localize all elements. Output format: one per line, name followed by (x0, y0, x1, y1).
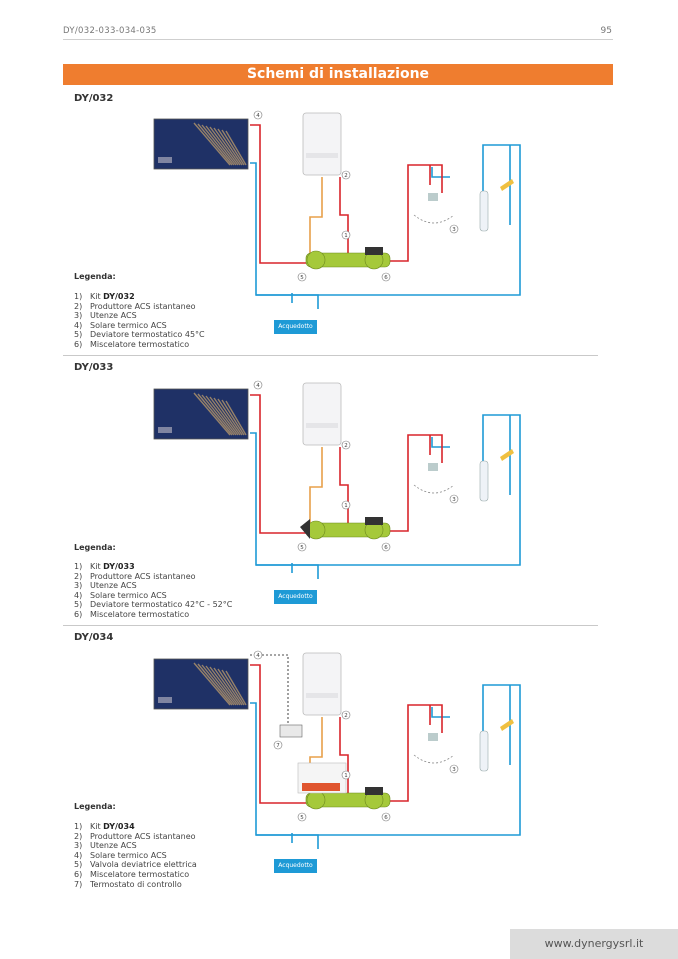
mixer-knob (365, 517, 383, 525)
shower-head (500, 719, 514, 731)
legend-text (90, 610, 189, 620)
solar-panel-plate (158, 157, 172, 163)
hot-pipe (390, 705, 442, 801)
aux-pipe (310, 447, 322, 525)
sink-outline (414, 755, 454, 763)
water-heater-unit (303, 653, 341, 715)
section-divider (63, 355, 598, 356)
legend-kit-code: DY/034 (103, 822, 135, 831)
legend-number: 6) (74, 869, 83, 879)
thermostatic-diverter (307, 251, 325, 269)
shower-head (500, 179, 514, 191)
legend-text-part: Kit (90, 562, 104, 571)
legend-item (74, 822, 197, 832)
legend-item (74, 562, 232, 572)
legend-text-part: Produttore ACS istantaneo (90, 301, 196, 311)
water-heater-panel (306, 693, 338, 698)
callout-number: 5 (300, 815, 304, 821)
solar-panel-plate (158, 697, 172, 703)
legend-item (74, 600, 232, 610)
callout-number: 5 (300, 275, 304, 281)
shower-column (480, 191, 488, 231)
legend-number: 5) (74, 860, 83, 870)
page-number: 95 (600, 26, 612, 36)
legend-number: 2) (74, 301, 83, 311)
header-divider (63, 39, 613, 40)
legend-text-part: Produttore ACS istantaneo (90, 831, 196, 841)
callout-number: 3 (452, 227, 456, 233)
legend-text-part: Kit (90, 822, 104, 831)
thermostatic-diverter (307, 791, 325, 809)
legend-number: 7) (74, 879, 83, 889)
legend-item (74, 860, 197, 870)
hot-pipe (340, 447, 348, 525)
callout-number: 2 (344, 443, 348, 449)
section-title-dy033: DY/033 (74, 362, 114, 373)
legend-item (74, 870, 197, 880)
legend-item (74, 581, 232, 591)
legend-text-part: Solare termico ACS (90, 320, 167, 330)
callout-number: 6 (384, 545, 388, 551)
callout-number: 1 (344, 503, 348, 509)
legend-text (90, 321, 167, 331)
aux-pipe (310, 177, 322, 255)
legend-item (74, 591, 232, 601)
legend-item (74, 340, 205, 350)
callout-number: 4 (256, 653, 260, 659)
legend-text (90, 822, 135, 832)
legend-title: Legenda: (74, 802, 116, 811)
diverter-knob (300, 519, 310, 539)
hot-pipe (390, 435, 442, 531)
legend-text (90, 311, 137, 321)
legend-number: 1) (74, 822, 83, 831)
tap (428, 463, 438, 471)
legend-text (90, 841, 137, 851)
legend-text (90, 302, 196, 312)
legend-item (74, 610, 232, 620)
cold-pipe (432, 167, 450, 177)
legend-list (74, 292, 205, 350)
legend-text (90, 591, 167, 601)
legend-item (74, 292, 205, 302)
water-heater-unit (303, 383, 341, 445)
legend-title: Legenda: (74, 272, 116, 281)
electric-actuator (302, 783, 340, 791)
callout-number: 2 (344, 713, 348, 719)
legend-text-part: Utenze ACS (90, 841, 137, 851)
legend-item (74, 302, 205, 312)
legend-item (74, 832, 197, 842)
callout-number: 3 (452, 767, 456, 773)
legend-kit-code: DY/032 (103, 292, 135, 301)
legend-kit-code: DY/033 (103, 562, 135, 571)
acquedotto-label: Acquedotto (274, 320, 317, 334)
shower-head (500, 449, 514, 461)
legend-item (74, 572, 232, 582)
installation-diagram-dy034 (150, 645, 530, 885)
water-heater-panel (306, 153, 338, 158)
legend-number: 5) (74, 330, 83, 340)
callout-number: 7 (276, 743, 280, 749)
acquedotto-label: Acquedotto (274, 590, 317, 604)
tap (428, 193, 438, 201)
legend-text (90, 860, 197, 870)
legend-text-part: Solare termico ACS (90, 850, 167, 860)
legend-item (74, 330, 205, 340)
legend-text (90, 572, 196, 582)
legend-number: 1) (74, 562, 83, 571)
legend-text-part: Valvola deviatrice elettrica (90, 860, 197, 870)
cold-pipe (432, 437, 450, 447)
legend-item (74, 851, 197, 861)
legend-text (90, 330, 205, 340)
legend-text (90, 600, 232, 610)
callout-number: 6 (384, 815, 388, 821)
legend-item (74, 311, 205, 321)
legend-text (90, 832, 196, 842)
legend-text (90, 880, 182, 890)
section-divider (63, 625, 598, 626)
solar-panel-plate (158, 427, 172, 433)
tap (428, 733, 438, 741)
legend-item (74, 321, 205, 331)
shower-column (480, 461, 488, 501)
legend-number: 6) (74, 609, 83, 619)
legend-text-part: Utenze ACS (90, 581, 137, 591)
legend-list (74, 562, 232, 620)
water-heater-panel (306, 423, 338, 428)
callout-number: 1 (344, 773, 348, 779)
legend-number: 6) (74, 339, 83, 349)
legend-text (90, 292, 135, 302)
legend-title: Legenda: (74, 543, 116, 552)
legend-number: 5) (74, 600, 83, 610)
callout-number: 4 (256, 113, 260, 119)
legend-number: 3) (74, 841, 83, 851)
installation-diagram-dy032 (150, 105, 530, 345)
sink-outline (414, 485, 454, 493)
callout-number: 6 (384, 275, 388, 281)
hot-pipe (340, 177, 348, 255)
sink-outline (414, 215, 454, 223)
section-banner: Schemi di installazione (63, 64, 613, 85)
legend-text (90, 851, 167, 861)
legend-text (90, 581, 137, 591)
shower-column (480, 731, 488, 771)
section-title-dy034: DY/034 (74, 632, 114, 643)
callout-number: 2 (344, 173, 348, 179)
callout-number: 5 (300, 545, 304, 551)
legend-number: 2) (74, 571, 83, 581)
legend-item (74, 841, 197, 851)
legend-text-part: Miscelatore termostatico (90, 869, 190, 879)
mixer-knob (365, 787, 383, 795)
legend-text-part: Miscelatore termostatico (90, 609, 190, 619)
header-code: DY/032-033-034-035 (63, 26, 157, 36)
legend-item (74, 880, 197, 890)
legend-number: 2) (74, 831, 83, 841)
legend-text (90, 562, 135, 572)
legend-text-part: Deviatore termostatico 45°C (90, 330, 205, 340)
legend-number: 1) (74, 292, 83, 301)
control-thermostat (280, 725, 302, 737)
legend-text (90, 340, 189, 350)
legend-text-part: Deviatore termostatico 42°C - 52°C (90, 600, 233, 610)
footer-website[interactable]: www.dynergysrl.it (510, 929, 678, 959)
water-heater-unit (303, 113, 341, 175)
legend-text-part: Miscelatore termostatico (90, 339, 190, 349)
callout-number: 3 (452, 497, 456, 503)
legend-text-part: Produttore ACS istantaneo (90, 571, 196, 581)
section-title-dy032: DY/032 (74, 93, 114, 104)
legend-text-part: Solare termico ACS (90, 590, 167, 600)
mixer-knob (365, 247, 383, 255)
legend-number: 4) (74, 590, 83, 600)
callout-number: 4 (256, 383, 260, 389)
legend-text-part: Utenze ACS (90, 311, 137, 321)
legend-number: 4) (74, 320, 83, 330)
legend-text-part: Termostato di controllo (90, 879, 182, 889)
legend-number: 3) (74, 311, 83, 321)
legend-number: 4) (74, 850, 83, 860)
acquedotto-label: Acquedotto (274, 859, 317, 873)
legend-list (74, 822, 197, 889)
legend-text-part: Kit (90, 292, 104, 301)
hot-pipe (390, 165, 442, 261)
callout-number: 1 (344, 233, 348, 239)
cold-pipe (432, 707, 450, 717)
legend-text (90, 870, 189, 880)
legend-number: 3) (74, 581, 83, 591)
